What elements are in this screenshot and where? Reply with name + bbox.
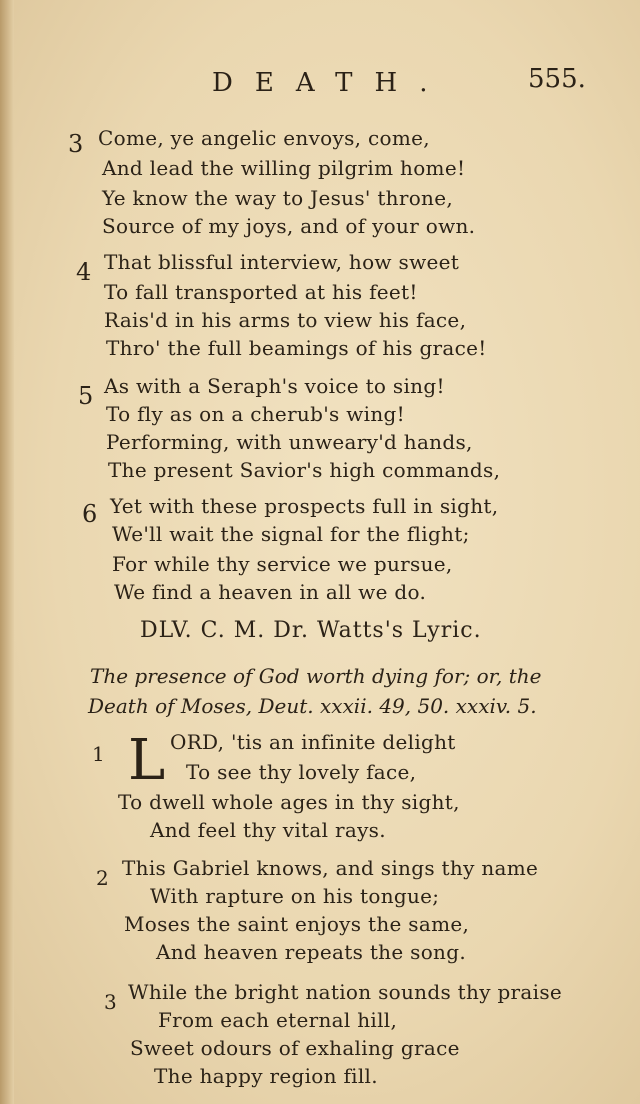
verse-line: And heaven repeats the song. [156,940,466,964]
stanza-number: 4 [76,258,92,286]
verse-line: To see thy lovely face, [186,760,417,784]
stanza-number: 5 [78,382,94,410]
verse-line: Come, ye angelic envoys, come, [98,126,430,150]
verse-line: For while thy service we pursue, [112,552,453,576]
hymn-subtitle-line-2: Death of Moses, Deut. xxxii. 49, 50. xxxiv. 5. [88,694,537,718]
verse-line: And lead the willing pilgrim home! [102,156,466,180]
page-header [0,64,640,108]
verse-line: As with a Seraph's voice to sing! [104,374,445,398]
verse-line: While the bright nation sounds thy praise [128,980,563,1004]
verse-line: Source of my joys, and of your own. [102,214,476,238]
verse-line: Ye know the way to Jesus' throne, [102,186,454,210]
stanza-number: 6 [82,500,98,528]
verse-line: The happy region fill. [154,1064,378,1088]
stanza-number: 3 [104,990,117,1014]
drop-cap: L [128,728,166,793]
hymn-subtitle-line-1: The presence of God worth dying for; or, the [90,664,542,688]
verse-line: Thro' the full beamings of his grace! [106,336,487,360]
page-gutter [0,0,14,1104]
verse-line: The present Savior's high commands, [108,458,501,482]
verse-line: To dwell whole ages in thy sight, [118,790,460,814]
verse-line: To fly as on a cherub's wing! [106,402,405,426]
running-title: DEATH. [212,68,450,98]
verse-line: With rapture on his tongue; [150,884,440,908]
verse-line: Moses the saint enjoys the same, [124,912,470,936]
stanza-number: 1 [92,742,105,766]
verse-line: That blissful interview, how sweet [104,250,460,274]
verse-line: To fall transported at his feet! [104,280,418,304]
verse-line: Sweet odours of exhaling grace [130,1036,460,1060]
verse-line: ORD, 'tis an infinite delight [170,730,456,754]
verse-line: We find a heaven in all we do. [114,580,427,604]
verse-line: We'll wait the signal for the flight; [112,522,470,546]
verse-line: Rais'd in his arms to view his face, [104,308,467,332]
verse-line: This Gabriel knows, and sings thy name [122,856,539,880]
page-number: 555. [528,64,586,94]
verse-line: From each eternal hill, [158,1008,398,1032]
verse-line: Yet with these prospects full in sight, [110,494,499,518]
verse-line: And feel thy vital rays. [150,818,386,842]
stanza-number: 2 [96,866,109,890]
verse-line: Performing, with unweary'd hands, [106,430,473,454]
stanza-number: 3 [68,130,84,158]
hymn-title: DLV. C. M. Dr. Watts's Lyric. [140,618,482,643]
